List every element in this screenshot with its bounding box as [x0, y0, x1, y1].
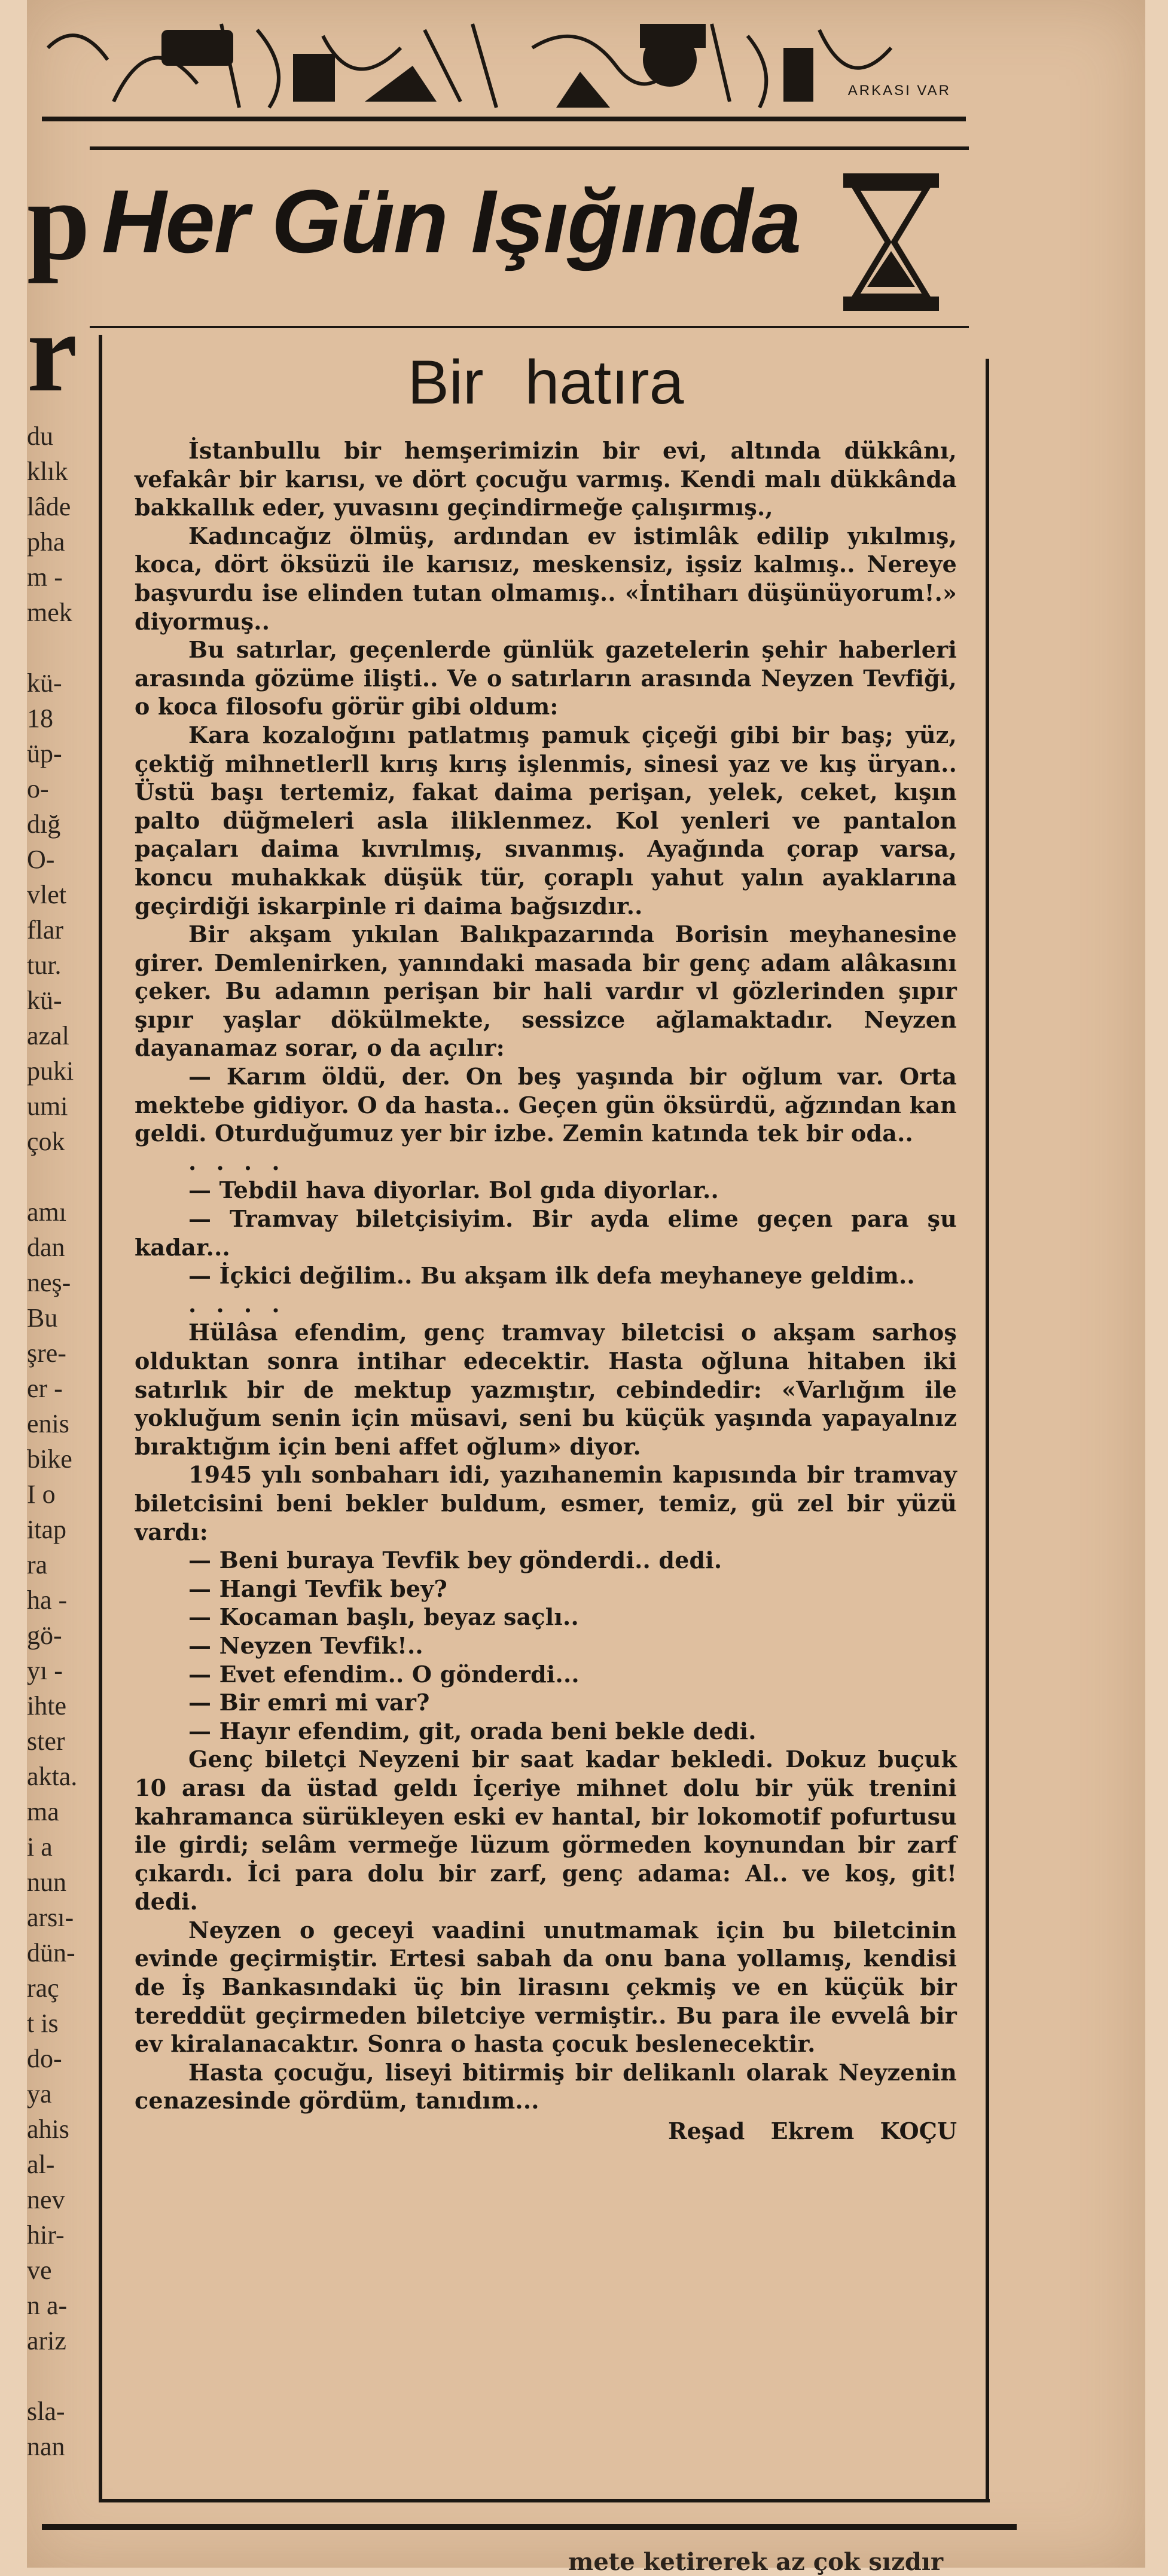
article-paragraph: — Tebdil hava diyorlar. Bol gıda diyorlar..	[188, 1177, 719, 1204]
neighbor-line	[27, 2358, 93, 2394]
neighbor-line: n a-	[27, 2291, 68, 2320]
neighbor-line: i a	[27, 1832, 53, 1862]
neighbor-line: amı	[27, 1197, 66, 1227]
article-paragraph: — Tramvay biletçisiyim. Bir ayda elime geçen para şu kadar...	[135, 1205, 957, 1261]
neighbor-line: akta.	[27, 1762, 78, 1791]
neighbor-line: dün-	[27, 1938, 75, 1967]
banner-caption: ARKASI VAR	[847, 82, 951, 99]
masthead	[90, 149, 963, 329]
neighbor-line: ve	[27, 2256, 52, 2285]
article	[135, 335, 957, 2146]
article-paragraph: İstanbullu bir hemşerimizin bir evi, altında dükkânı, vefakâr bir karısı, ve dört çocuğu varmış. Kendi malı dükkânda bakkallık eder, yuvasını geçindirmeğe çalışırmış.,	[135, 437, 957, 521]
article-paragraph: — İçkici değilim.. Bu akşam ilk defa meyhaneye geldim..	[188, 1262, 915, 1289]
neighbor-line: puki	[27, 1056, 74, 1086]
neighbor-line: nev	[27, 2185, 65, 2214]
next-article-fragment: mete ketirerek az çok sızdır	[568, 2548, 944, 2576]
article-paragraph: Kadıncağız ölmüş, ardından ev istimlâk edilip yıkılmış, koca, dört öksüzü ile karısız, meskensiz, işsiz kalmış.. Nereye başvurdu ise elinden tutan olmamış.. «İntiharı düşünüyorum!.» diyormuş..	[135, 522, 957, 635]
neighbor-line: vlet	[27, 880, 66, 909]
neighbor-line	[27, 630, 93, 665]
neighbor-line: raç	[27, 1973, 59, 2003]
neighbor-line: do-	[27, 2044, 62, 2073]
neighbor-line: ha -	[27, 1585, 68, 1615]
neighbor-line: O-	[27, 845, 55, 874]
article-paragraph: — Bir emri mi var?	[188, 1689, 430, 1716]
neighbor-line: o-	[27, 774, 49, 803]
neighbor-line: m -	[27, 563, 63, 592]
neighbor-column-fragments	[27, 155, 93, 2475]
neighbor-line: ya	[27, 2079, 52, 2109]
masthead-title: Her Gün Işığında	[102, 171, 801, 271]
cartoon-illustration	[42, 12, 963, 114]
neighbor-line: t is	[27, 2009, 59, 2038]
neighbor-line: enis	[27, 1409, 69, 1438]
neighbor-big-letter: r	[27, 290, 78, 415]
neighbor-line: kü-	[27, 986, 62, 1015]
article-frame-left	[99, 335, 102, 2499]
neighbor-line: dığ	[27, 809, 61, 839]
neighbor-line: Bu	[27, 1303, 58, 1333]
neighbor-line-list	[27, 418, 93, 2464]
article-paragraph: — Karım öldü, der. On beş yaşında bir oğlum var. Orta mektebe gidiyor. O da hasta.. Geçen gün öksürdü, ağzından kan geldi. Oturduğumuz yer bir izbe. Zemin katında tek bir oda..	[135, 1063, 957, 1147]
article-paragraph: — Hangi Tevfik bey?	[188, 1575, 448, 1602]
article-paragraph: Bu satırlar, geçenlerde günlük gazetelerin şehir haberleri arasında gözüme ilişti.. Ve o satırların arasında Neyzen Tevfiği, o koca filosofu görür gibi oldum:	[135, 636, 957, 720]
article-paragraph: — Kocaman başlı, beyaz saçlı..	[188, 1603, 579, 1631]
neighbor-line: ster	[27, 1726, 65, 1756]
article-paragraph: — Hayır efendim, git, orada beni bekle dedi.	[188, 1717, 757, 1744]
neighbor-line: itap	[27, 1515, 66, 1544]
neighbor-line: neş-	[27, 1268, 71, 1297]
neighbor-line: bike	[27, 1444, 72, 1474]
article-body	[135, 436, 957, 2115]
article-paragraph: — Evet efendim.. O gönderdi...	[188, 1660, 580, 1688]
neighbor-line: çok	[27, 1127, 65, 1156]
article-frame-right	[986, 359, 989, 2499]
article-signature: Reşad Ekrem KOÇU	[668, 2117, 957, 2145]
article-frame-bottom	[99, 2499, 990, 2502]
article-headline: Bir hatıra	[407, 348, 684, 417]
neighbor-line: du	[27, 421, 53, 451]
neighbor-line: umi	[27, 1092, 68, 1121]
neighbor-line: al-	[27, 2150, 55, 2179]
neighbor-big-letter: p	[27, 158, 90, 284]
article-paragraph: Kara kozaloğını patlatmış pamuk çiçeği gibi bir baş; yüz, çektiğ mihnetlerll kırış kırış işlenmis, sinesi yaz ve kış üryan.. Üstü başı tertemiz, fakat daima perişan, yelek, ceket, kışın palto düğmeleri asla iliklenmez. Kol yenleri ve pantalon paçaları daima kıvrılmış, sıvanmış. Ayağında çorap varsa, koncu muhakkak düşük tür, çoraplı yahut yalın ayaklarına geçirdiği iskarpinle ri daima bağsızdır..	[135, 721, 957, 919]
article-paragraph: — Neyzen Tevfik!..	[188, 1631, 423, 1659]
cartoon-banner	[42, 12, 963, 114]
neighbor-line: ihte	[27, 1691, 66, 1721]
neighbor-line	[27, 1159, 93, 1194]
neighbor-line: ra	[27, 1550, 48, 1579]
neighbor-line: flar	[27, 915, 64, 945]
neighbor-line: arsı-	[27, 1903, 74, 1932]
article-paragraph: Bir akşam yıkılan Balıkpazarında Borisin meyhanesine girer. Demlenirken, yanındaki masada bir genç adam alâkasını çeker. Bu adamın perişan bir hali vardır vl gözlerinden şıpır şıpır yaşlar dökülmekte, sessizce ağlamaktadır. Neyzen dayanamaz sorar, o da açılır:	[135, 921, 957, 1062]
neighbor-line: nan	[27, 2432, 65, 2461]
neighbor-line: gö-	[27, 1621, 62, 1650]
article-paragraph: Neyzen o geceyi vaadini unutmamak için bu biletcinin evinde geçirmiştir. Ertesi sabah da onu bana yollamış, kendisi de İş Bankasındaki üç bin lirasını çekmiş ve en küçük bir tereddüt geçirmeden biletciye vermiştir.. Bu para ile evvelâ bir ev kiralanacaktır. Sonra o hasta çocuk beslenecektir.	[135, 1916, 957, 2058]
neighbor-line: tur.	[27, 951, 62, 980]
article-paragraph: Hasta çocuğu, liseyi bitirmiş bir delikanlı olarak Neyzenin cenazesinde gördüm, tanıdım...	[135, 2058, 957, 2114]
article-paragraph: Hülâsa efendim, genç tramvay biletcisi o akşam sarhoş olduktan sonra intihar edecektir. Hasta oğluna hitaben iki satırlık bir de mektup yazmıştır, cebindedir: «Varlığım ile yokluğum senin için müsavi, seni bu küçük yaşında yapayalnız bıraktığım için beni affet oğlum» diyor.	[135, 1319, 957, 1460]
banner-rule	[42, 117, 966, 121]
article-paragraph: Genç biletçi Neyzeni bir saat kadar bekledi. Dokuz buçuk 10 arası da üstad geldı İçeriye mihnet dolu bir yük trenini kahramanca sürükleyen eski ev hantal, bir lokomotif pofurtusu ile girdi; selâm vermeğe lüzum görmeden koynundan bir zarf çıkardı. İci para dolu bir zarf, genç adama: Al.. ve koş, git! dedi.	[135, 1746, 957, 1915]
neighbor-line: 18	[27, 704, 53, 733]
neighbor-line: er -	[27, 1374, 63, 1403]
neighbor-line: nun	[27, 1868, 66, 1897]
neighbor-line: klık	[27, 457, 68, 486]
neighbor-line: ariz	[27, 2326, 66, 2355]
hourglass-icon	[837, 173, 945, 311]
neighbor-line: şre-	[27, 1339, 66, 1368]
article-paragraph: — Beni buraya Tevfik bey gönderdi.. dedi.	[188, 1547, 722, 1574]
neighbor-line: pha	[27, 527, 65, 557]
neighbor-line: yı -	[27, 1656, 63, 1685]
article-paragraph: 1945 yılı sonbaharı idi, yazıhanemin kapısında bir tramvay biletcisini beni bekler buldum, esmer, temiz, gü zel bir yüzü vardı:	[135, 1461, 957, 1545]
neighbor-line: kü-	[27, 668, 62, 698]
page-rule-bottom	[42, 2524, 1017, 2530]
neighbor-line: dan	[27, 1233, 65, 1262]
neighbor-line: ma	[27, 1797, 59, 1826]
neighbor-line: hir-	[27, 2220, 65, 2250]
neighbor-line: üp-	[27, 739, 62, 768]
article-paragraph: . . . .	[188, 1290, 286, 1318]
neighbor-line: lâde	[27, 492, 71, 521]
neighbor-line: mek	[27, 598, 72, 627]
neighbor-line: azal	[27, 1021, 69, 1050]
neighbor-line: ahis	[27, 2114, 69, 2144]
article-paragraph: . . . .	[188, 1148, 286, 1175]
neighbor-line: I o	[27, 1480, 56, 1509]
neighbor-line: sla-	[27, 2397, 65, 2426]
masthead-rule-bottom	[90, 326, 969, 328]
